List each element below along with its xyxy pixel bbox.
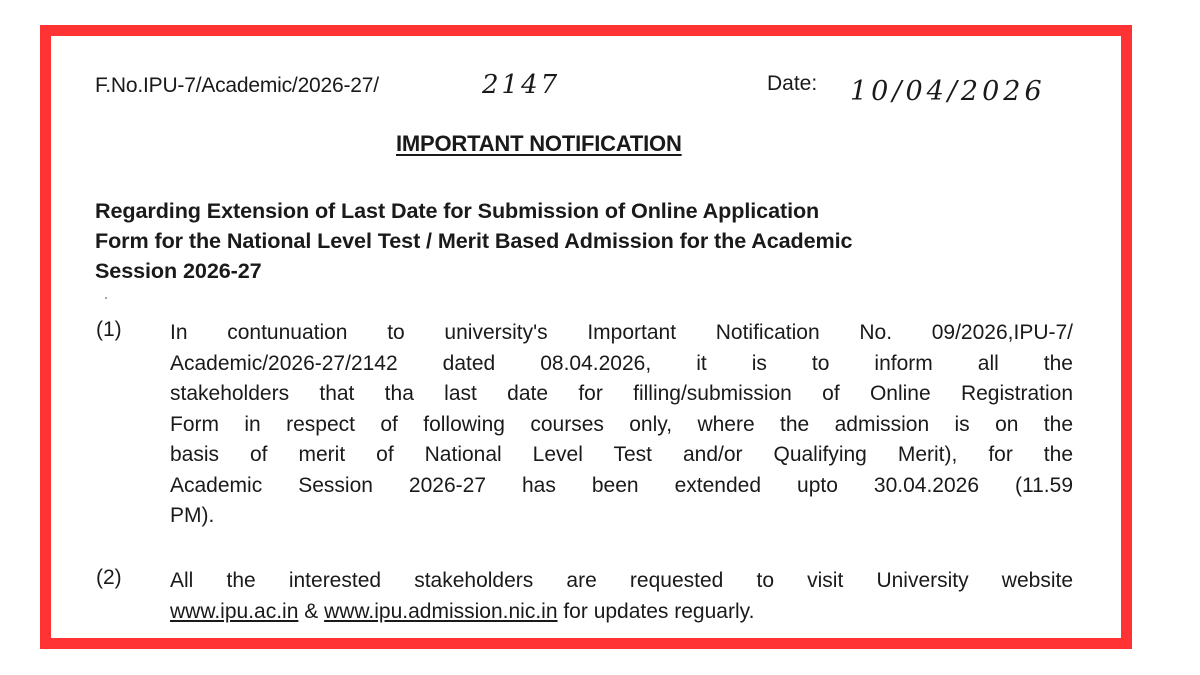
point-1-line: In contunuation to university's Important Notification No. 09/2026,IPU-7/: [170, 321, 1073, 344]
subject-heading: [95, 196, 1075, 286]
file-number-handwritten: 2147: [482, 70, 561, 100]
point-number-2: (2): [96, 566, 122, 589]
point-2-text: [170, 566, 1073, 627]
subject-line: Form for the National Level Test / Merit Based Admission for the Academic: [95, 228, 853, 253]
ampersand: &: [298, 599, 325, 623]
point-2-line-links: [170, 597, 1073, 628]
ipu-admission-link[interactable]: www.ipu.admission.nic.in: [324, 599, 558, 623]
point-2-line: All the interested stakeholders are requested to visit University website: [170, 569, 1073, 592]
ipu-website-link[interactable]: www.ipu.ac.in: [170, 599, 299, 623]
file-number: F.No.IPU-7/Academic/2026-27/: [95, 74, 379, 97]
point-1-line: stakeholders that tha last date for filling/submission of Online Registration: [170, 382, 1073, 405]
point-1-line: Academic/2026-27/2142 dated 08.04.2026, it is to inform all the: [170, 351, 1073, 375]
point-1-line: basis of merit of National Level Test and/or Qualifying Merit), for the: [170, 443, 1073, 466]
point-1-line: Academic Session 2026-27 has been extended upto 30.04.2026 (11.59: [170, 473, 1073, 497]
point-number-1: (1): [96, 318, 122, 341]
subject-line: Regarding Extension of Last Date for Submission of Online Application: [95, 198, 820, 223]
notification-title: IMPORTANT NOTIFICATION: [396, 131, 682, 156]
date-label: Date:: [767, 72, 818, 95]
point-2-tail: for updates reguarly.: [557, 599, 755, 623]
point-1-line: Form in respect of following courses only, where the admission is on the: [170, 412, 1073, 436]
date-handwritten: 10/04/2026: [850, 76, 1046, 107]
scan-speck: [105, 297, 107, 299]
point-1-text: [170, 318, 1073, 532]
subject-line: Session 2026-27: [95, 258, 262, 283]
point-1-line: PM).: [170, 504, 215, 527]
